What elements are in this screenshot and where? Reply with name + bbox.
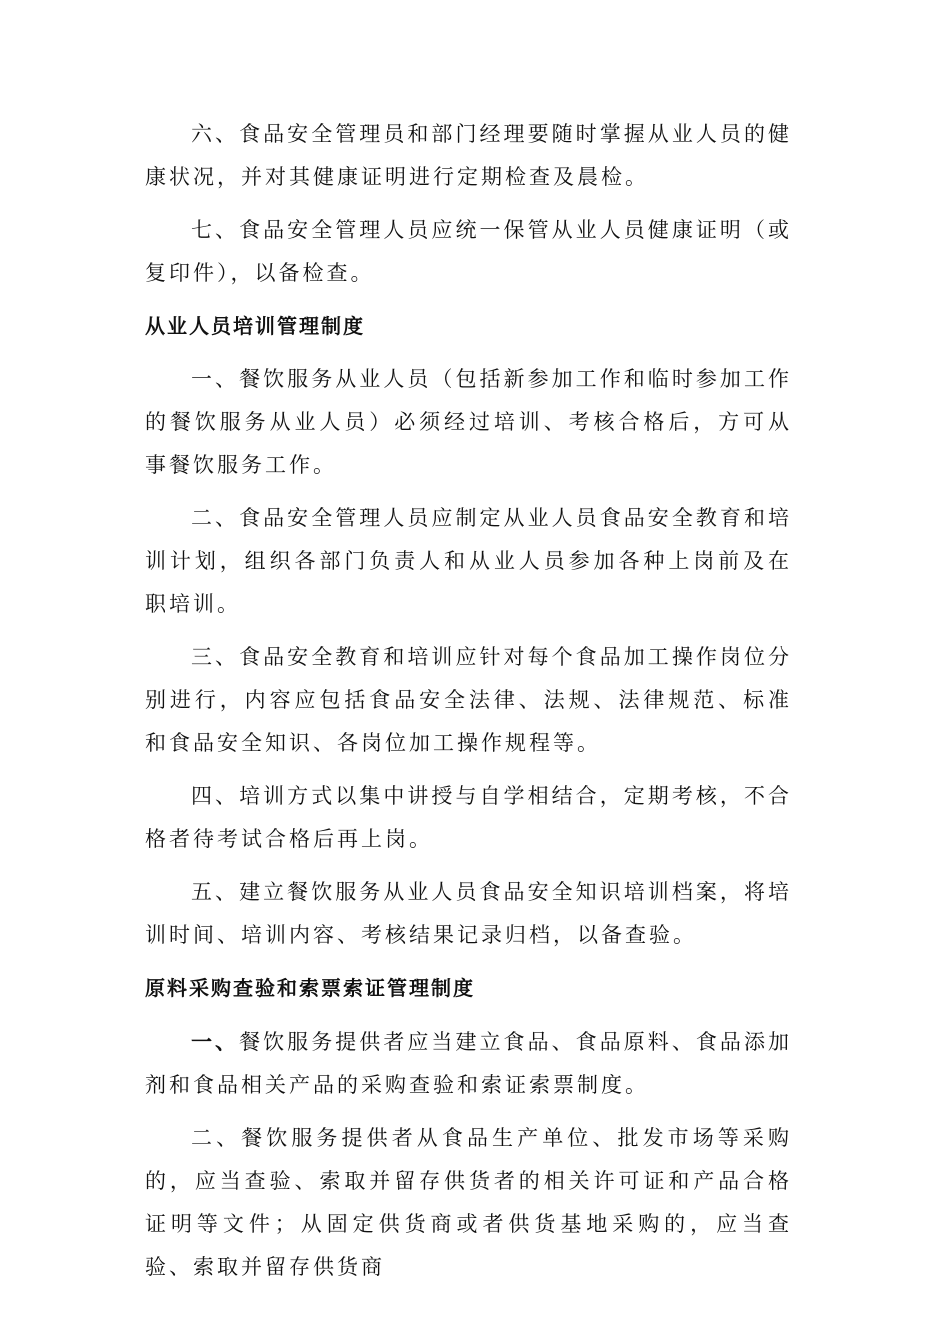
paragraph-training-2: 二、食品安全管理人员应制定从业人员食品安全教育和培训计划，组织各部门负责人和从业人员参加各种上岗前及在职培训。 [145,506,792,616]
paragraph-training-5: 五、建立餐饮服务从业人员食品安全知识培训档案，将培训时间、培训内容、考核结果记录归档，以备查验。 [145,880,792,947]
paragraph-procurement-1 [145,1020,792,1107]
paragraph-health-monitoring: 六、食品安全管理员和部门经理要随时掌握从业人员的健康状况，并对其健康证明进行定期检查及晨检。 [145,122,792,189]
paragraph-procurement-1-text: 餐饮服务提供者应当建立食品、食品原料、食品添加剂和食品相关产品的采购查验和索证索票制度。 [145,1030,793,1097]
paragraph-training-3: 三、食品安全教育和培训应针对每个食品加工操作岗位分别进行，内容应包括食品安全法律、法规、法律规范、标准和食品安全知识、各岗位加工操作规程等。 [145,645,792,755]
paragraph-training-4: 四、培训方式以集中讲授与自学相结合，定期考核，不合格者待考试合格后再上岗。 [145,784,792,851]
section-heading-training: 从业人员培训管理制度 [145,314,365,338]
paragraph-procurement-1-lead: 一、 [191,1029,240,1054]
paragraph-training-1: 一、餐饮服务从业人员（包括新参加工作和临时参加工作的餐饮服务从业人员）必须经过培训、考核合格后，方可从事餐饮服务工作。 [145,367,792,477]
paragraph-health-certificate-custody: 七、食品安全管理人员应统一保管从业人员健康证明（或复印件），以备检查。 [145,218,792,285]
section-heading-procurement: 原料采购查验和索票索证管理制度 [145,976,475,1000]
paragraph-procurement-2: 二、餐饮服务提供者从食品生产单位、批发市场等采购的，应当查验、索取并留存供货者的相关许可证和产品合格证明等文件；从固定供货商或者供货基地采购的，应当查验、索取并留存供货商 [145,1126,792,1279]
